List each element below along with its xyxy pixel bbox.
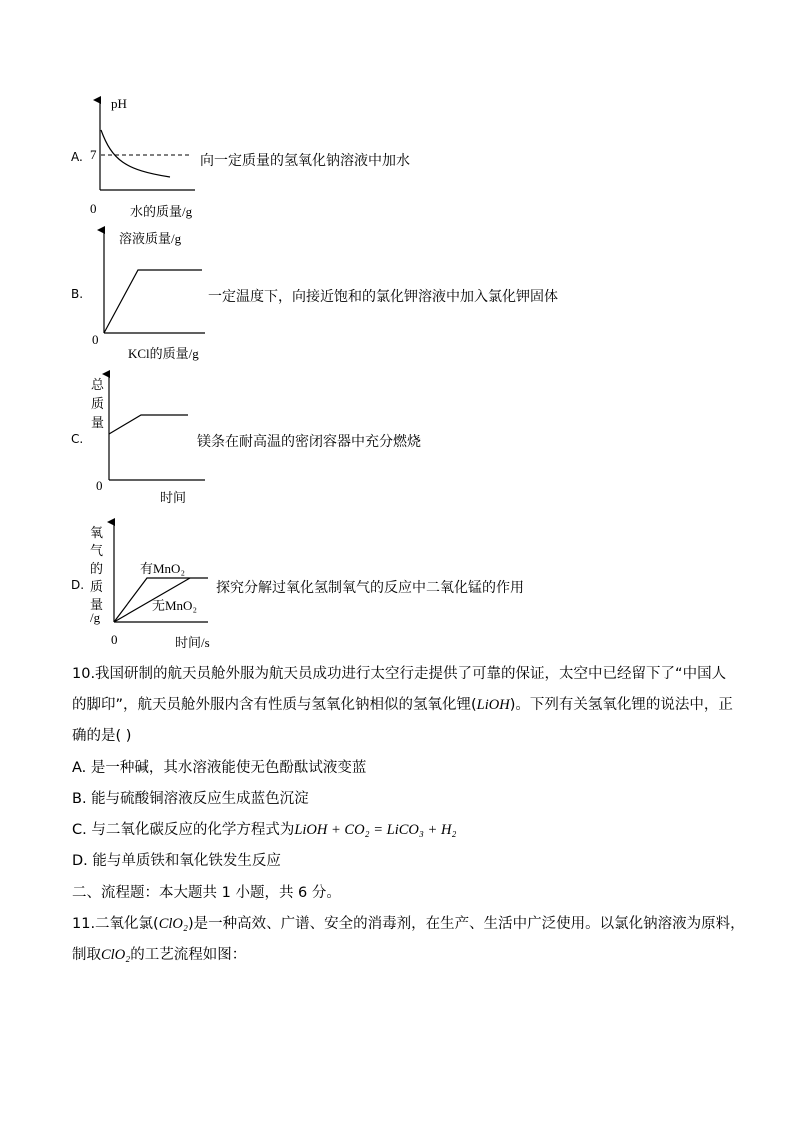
graph-d-y-axis-char-3: 的: [90, 561, 104, 576]
graph-d-y-axis-char-4: 质: [90, 579, 104, 594]
graph-d-y-axis-char-2: 气: [90, 543, 104, 558]
graph-d-x-axis-label: 时间/s: [175, 635, 210, 650]
question-10-line-2-text-a: 的脚印”，航天员舱外服内含有性质与氢氧化钠相似的氢氧化锂(: [72, 697, 477, 713]
question-10-option-c: [72, 819, 456, 842]
graph-d-y-axis-char-1: 氧: [90, 525, 104, 540]
graph-d-with-mno2-label: 有MnO₂: [140, 561, 185, 576]
question-11-line-1-text-a: 11.二氧化氯(: [72, 916, 159, 932]
option-c-label: C.: [71, 432, 84, 446]
question-10-option-c-text: C. 与二氧化碳反应的化学方程式为: [72, 822, 295, 838]
question-10-line-1: 10.我国研制的航天员舱外服为航天员成功进行太空行走提供了可靠的保证，太空中已经留下了“中国人: [72, 666, 727, 682]
graph-a: [100, 100, 195, 190]
option-c-description: 镁条在耐高温的密闭容器中充分燃烧: [197, 434, 421, 450]
graph-c: [109, 374, 205, 480]
option-a-description: 向一定质量的氢氧化钠溶液中加水: [200, 153, 410, 169]
graph-a-origin: 0: [90, 201, 97, 216]
question-10-line-2: [72, 694, 733, 717]
graph-b-y-axis-label: 溶液质量/g: [119, 231, 182, 246]
graph-d-without-mno2-label: 无MnO₂: [152, 598, 197, 613]
option-b-label: B.: [71, 287, 84, 301]
option-d-label: D.: [71, 578, 85, 592]
graph-c-y-axis-char-3: 量: [91, 415, 105, 430]
graph-d-origin: 0: [111, 632, 118, 647]
graph-c-line: [109, 415, 188, 434]
graph-c-y-axis-char-1: 总: [91, 377, 105, 392]
question-10-line-3: 确的是( ): [72, 728, 132, 744]
question-11-line-1: [72, 913, 745, 936]
clo2-formula-2: ClO₂: [101, 947, 131, 963]
option-a-label: A.: [71, 150, 83, 164]
section-2-heading: 二、流程题：本大题共 1 小题，共 6 分。: [72, 885, 341, 901]
option-b-description: 一定温度下，向接近饱和的氯化钾溶液中加入氯化钾固体: [208, 289, 558, 305]
graph-a-x-axis-label: 水的质量/g: [130, 204, 193, 219]
graph-b-origin: 0: [92, 332, 99, 347]
question-11-line-1-text-b: )是一种高效、广谱、安全的消毒剂，在生产、生活中广泛使用。以氯化钠溶液为原料，: [187, 916, 745, 932]
question-10-line-2-text-b: )。下列有关氢氧化锂的说法中，正: [509, 697, 733, 713]
question-10-option-c-equation: LiOH + CO₂ = LiCO₃ + H₂: [294, 822, 457, 838]
question-10-option-b: B. 能与硫酸铜溶液反应生成蓝色沉淀: [72, 791, 309, 807]
option-d-description: 探究分解过氧化氢制氧气的反应中二氧化锰的作用: [216, 580, 524, 596]
graph-b-line: [104, 270, 202, 333]
graph-b-x-axis-label: KCl的质量/g: [128, 346, 199, 361]
graph-a-y-axis-label: pH: [111, 96, 127, 111]
graph-c-x-axis-label: 时间: [160, 490, 187, 505]
question-11-line-2-text-a: 制取: [72, 947, 101, 963]
graph-c-y-axis-char-2: 质: [91, 396, 105, 411]
question-11-line-2: [72, 944, 246, 967]
question-10-option-a: A. 是一种碱，其水溶液能使无色酚酞试液变蓝: [72, 760, 367, 776]
clo2-formula: ClO₂: [158, 916, 188, 932]
graph-d-y-axis-char-5: 量: [90, 597, 104, 612]
graph-d-y-axis-char-6: /g: [90, 610, 101, 625]
graph-a-tick-7: 7: [90, 147, 97, 162]
lioh-formula: LiOH: [476, 697, 510, 713]
question-11-line-2-text-b: 的工艺流程如图：: [130, 947, 247, 963]
graph-a-curve: [101, 130, 170, 177]
question-10-option-d: D. 能与单质铁和氧化铁发生反应: [72, 853, 281, 869]
graph-c-origin: 0: [96, 478, 103, 493]
